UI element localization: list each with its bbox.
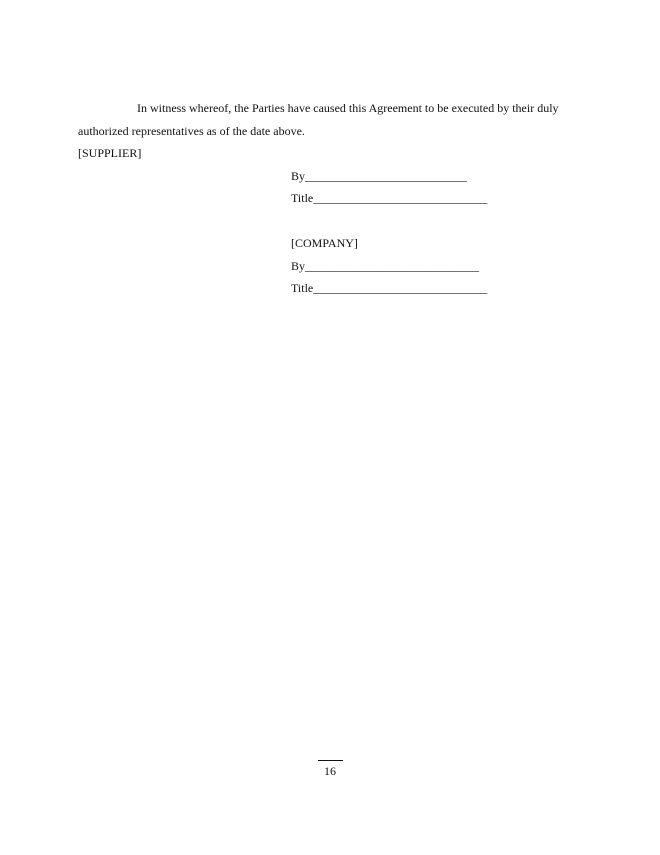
company-title-line: Title_____________________________ (291, 281, 488, 295)
witness-paragraph-line-1: In witness whereof, the Parties have caused this Agreement to be executed by their duly (137, 101, 559, 115)
company-by-line: By_____________________________ (291, 259, 480, 273)
footer-rule (318, 760, 343, 761)
witness-paragraph-line-2: authorized representatives as of the date above. (78, 124, 305, 138)
supplier-label: [SUPPLIER] (78, 146, 142, 160)
supplier-by-line: By___________________________ (291, 169, 468, 183)
company-label: [COMPANY] (291, 236, 358, 250)
page-number: 16 (324, 764, 336, 778)
supplier-title-line: Title_____________________________ (291, 191, 488, 205)
